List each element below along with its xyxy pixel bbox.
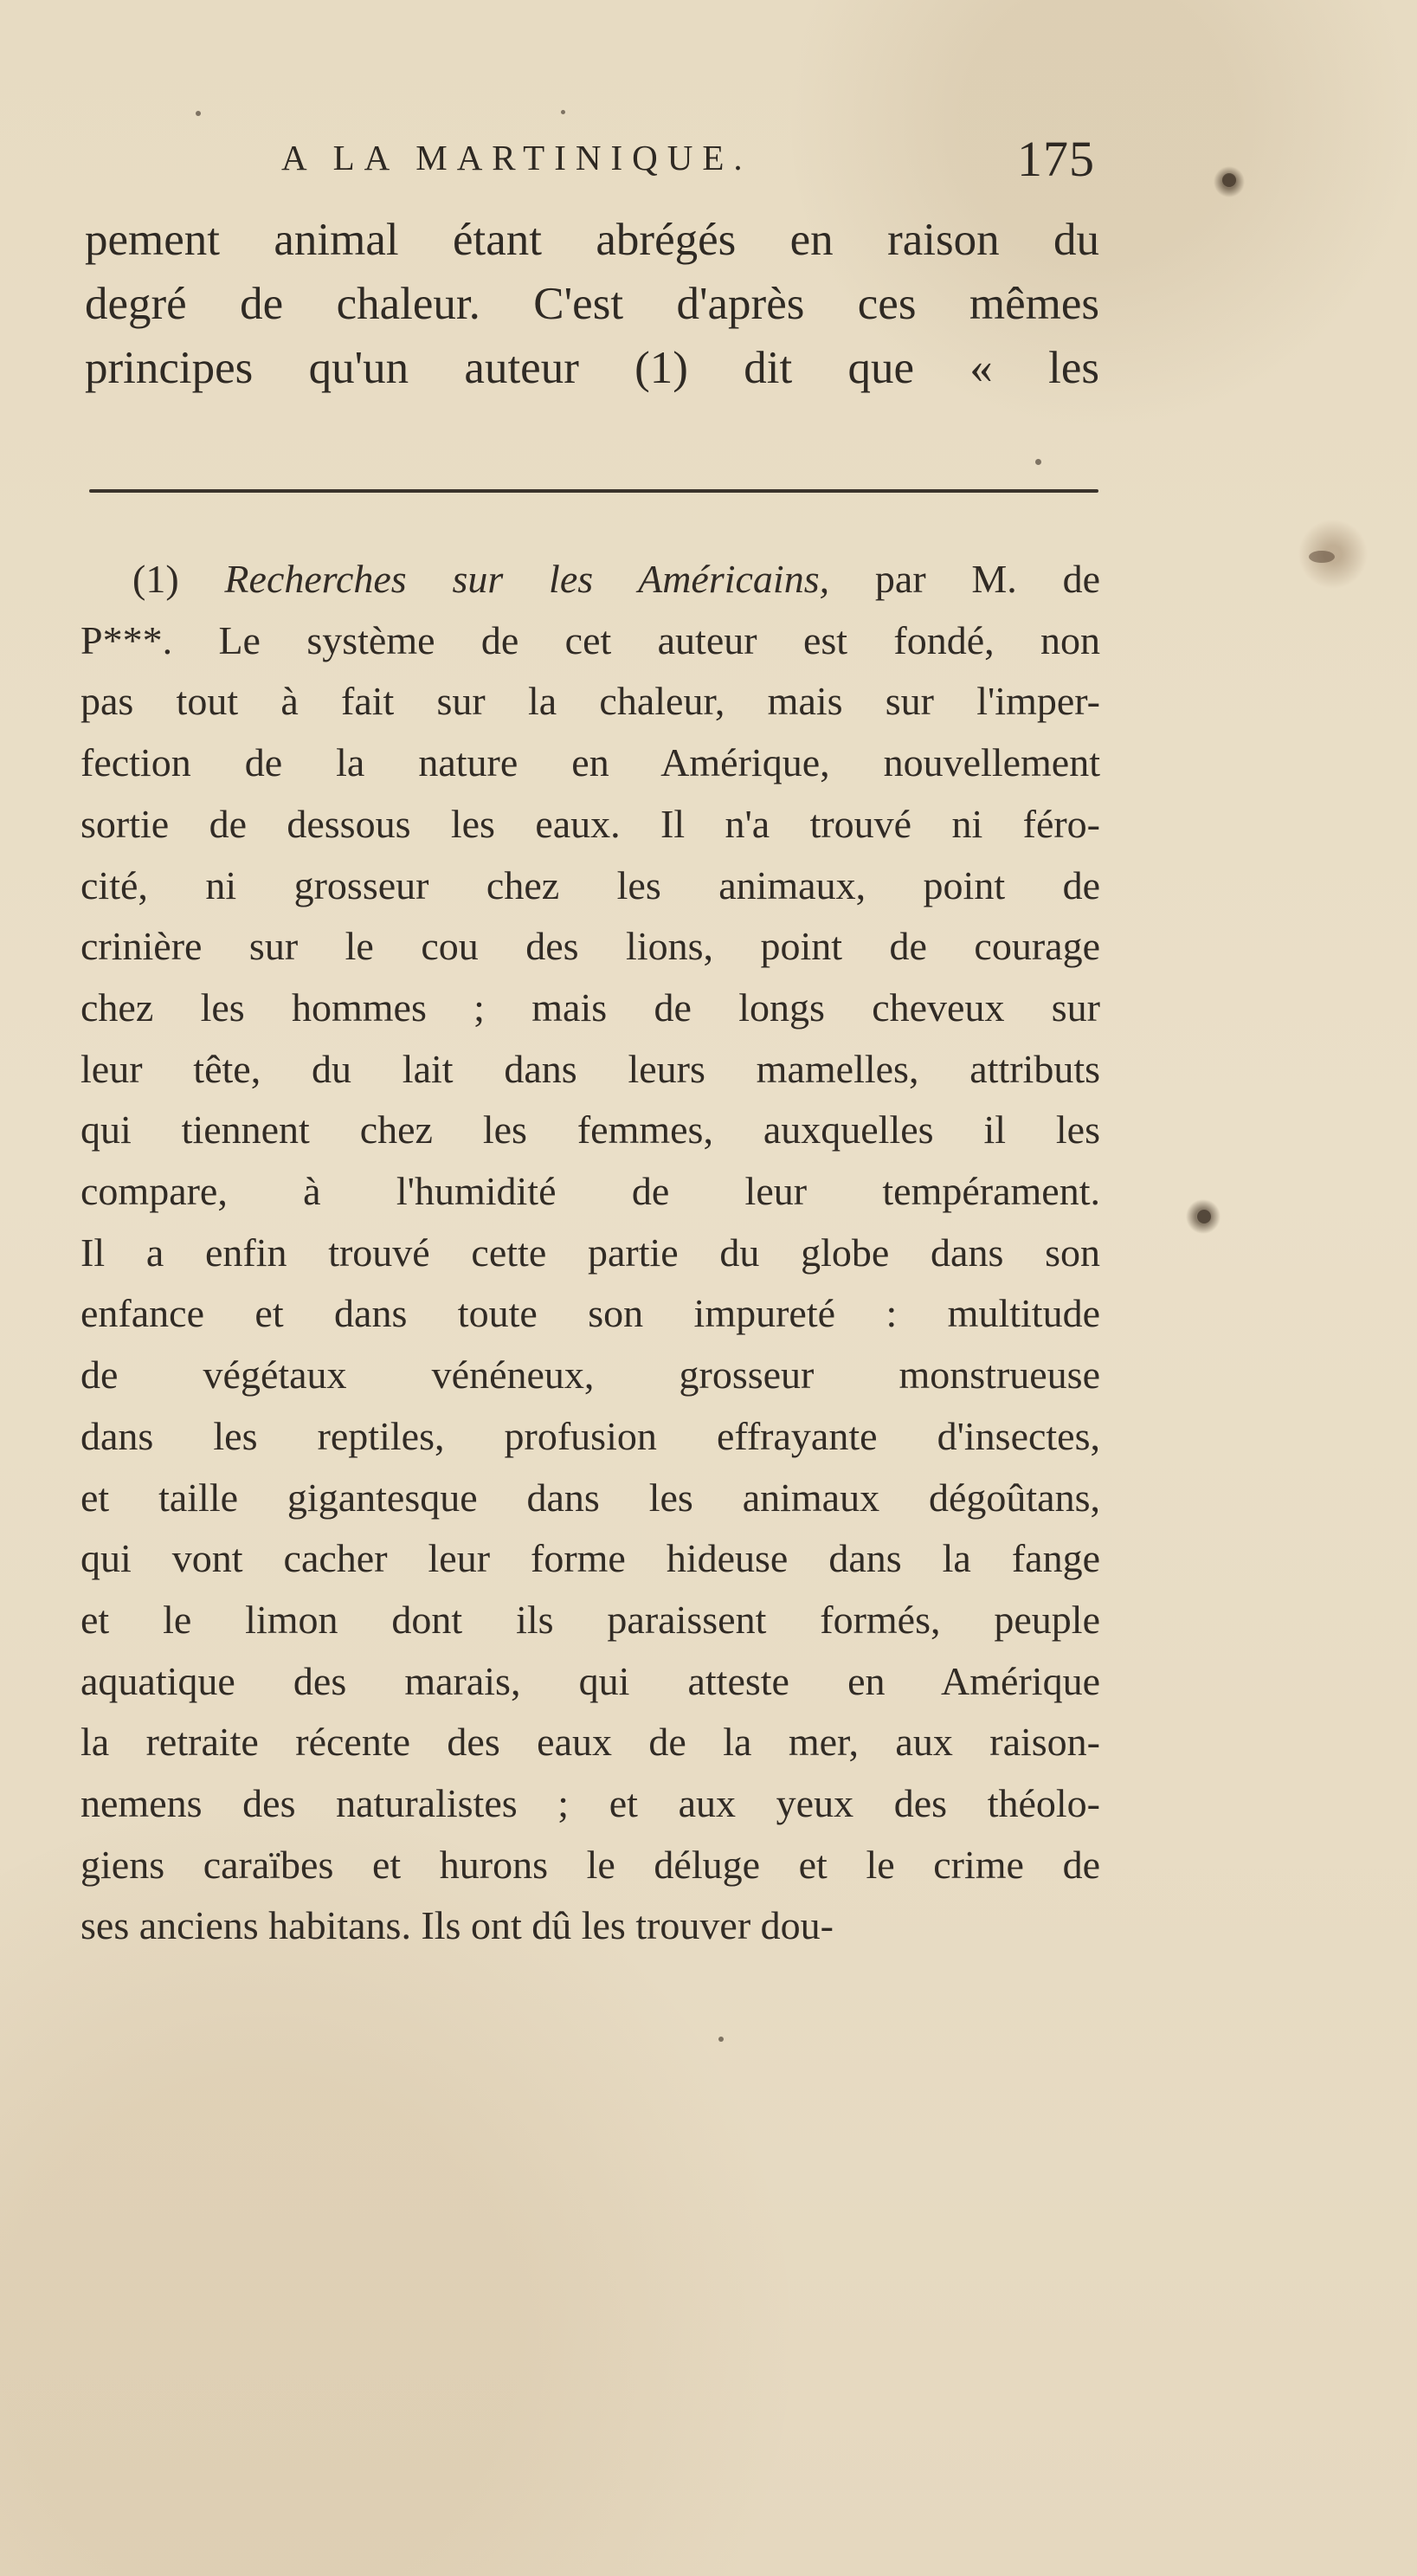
paper-speck — [1222, 173, 1236, 187]
footnote-line: qui tiennent chez les femmes, auxquelles il les — [81, 1107, 1100, 1152]
footnote-first-line — [81, 549, 1100, 610]
footnote-line: dans les reptiles, profusion effrayante d'insectes, — [81, 1413, 1100, 1458]
footnote-line: sortie de dessous les eaux. Il n'a trouvé ni féro- — [81, 801, 1100, 846]
footnote-line: leur tête, du lait dans leurs mamelles, attributs — [81, 1046, 1100, 1091]
footnote-line: crinière sur le cou des lions, point de courage — [81, 924, 1100, 969]
footnote-citation-title: Recherches sur les Américains, — [224, 557, 830, 601]
main-text-line: principes qu'un auteur (1) dit que « les — [85, 343, 1099, 393]
paper-speck — [561, 110, 565, 114]
footnote-line: cité, ni grosseur chez les animaux, point de — [81, 862, 1100, 907]
footnote-line: giens caraïbes et hurons le déluge et le crime de — [81, 1842, 1100, 1887]
running-title: A LA MARTINIQUE. — [281, 138, 752, 178]
footnote-line: nemens des naturalistes ; et aux yeux des théolo- — [81, 1781, 1100, 1826]
main-text — [85, 208, 1099, 400]
footnote-line: la retraite récente des eaux de la mer, aux raison- — [81, 1720, 1100, 1765]
paper-speck — [718, 2037, 724, 2042]
footnote-line: et taille gigantesque dans les animaux dégoûtans, — [81, 1475, 1100, 1520]
paper-speck — [1197, 1210, 1211, 1223]
footnote-line: ses anciens habitans. Ils ont dû les trouver dou- — [81, 1903, 834, 1948]
footnote-citation-rest: par M. de — [829, 557, 1101, 601]
paper-speck — [1035, 459, 1041, 465]
footnote-line: compare, à l'humidité de leur tempérament. — [81, 1169, 1100, 1214]
footnote-line: chez les hommes ; mais de longs cheveux sur — [81, 985, 1100, 1030]
footnote-marker: (1) — [132, 557, 179, 601]
paper-speck — [196, 111, 201, 116]
footnote-line: et le limon dont ils paraissent formés, peuple — [81, 1597, 1100, 1642]
footnote-line: P***. Le système de cet auteur est fondé, non — [81, 617, 1100, 662]
footnote-line: de végétaux vénéneux, grosseur monstrueuse — [81, 1353, 1100, 1398]
footnote-line: aquatique des marais, qui atteste en Amérique — [81, 1658, 1100, 1703]
main-text-line: pement animal étant abrégés en raison du — [85, 215, 1099, 265]
paper-speck — [1309, 551, 1335, 563]
page-number: 175 — [1017, 131, 1095, 187]
footnote-line: qui vont cacher leur forme hideuse dans la fange — [81, 1536, 1100, 1581]
main-text-line: degré de chaleur. C'est d'après ces mêmes — [85, 279, 1099, 329]
footnote — [81, 549, 1100, 1957]
footnote-line: enfance et dans toute son impureté : multitude — [81, 1291, 1100, 1336]
running-head — [281, 130, 1104, 199]
footnote-line: pas tout à fait sur la chaleur, mais sur l'imper- — [81, 679, 1100, 724]
footnote-line: fection de la nature en Amérique, nouvellement — [81, 740, 1100, 785]
footnote-rule — [89, 489, 1098, 493]
footnote-line: Il a enfin trouvé cette partie du globe dans son — [81, 1230, 1100, 1275]
